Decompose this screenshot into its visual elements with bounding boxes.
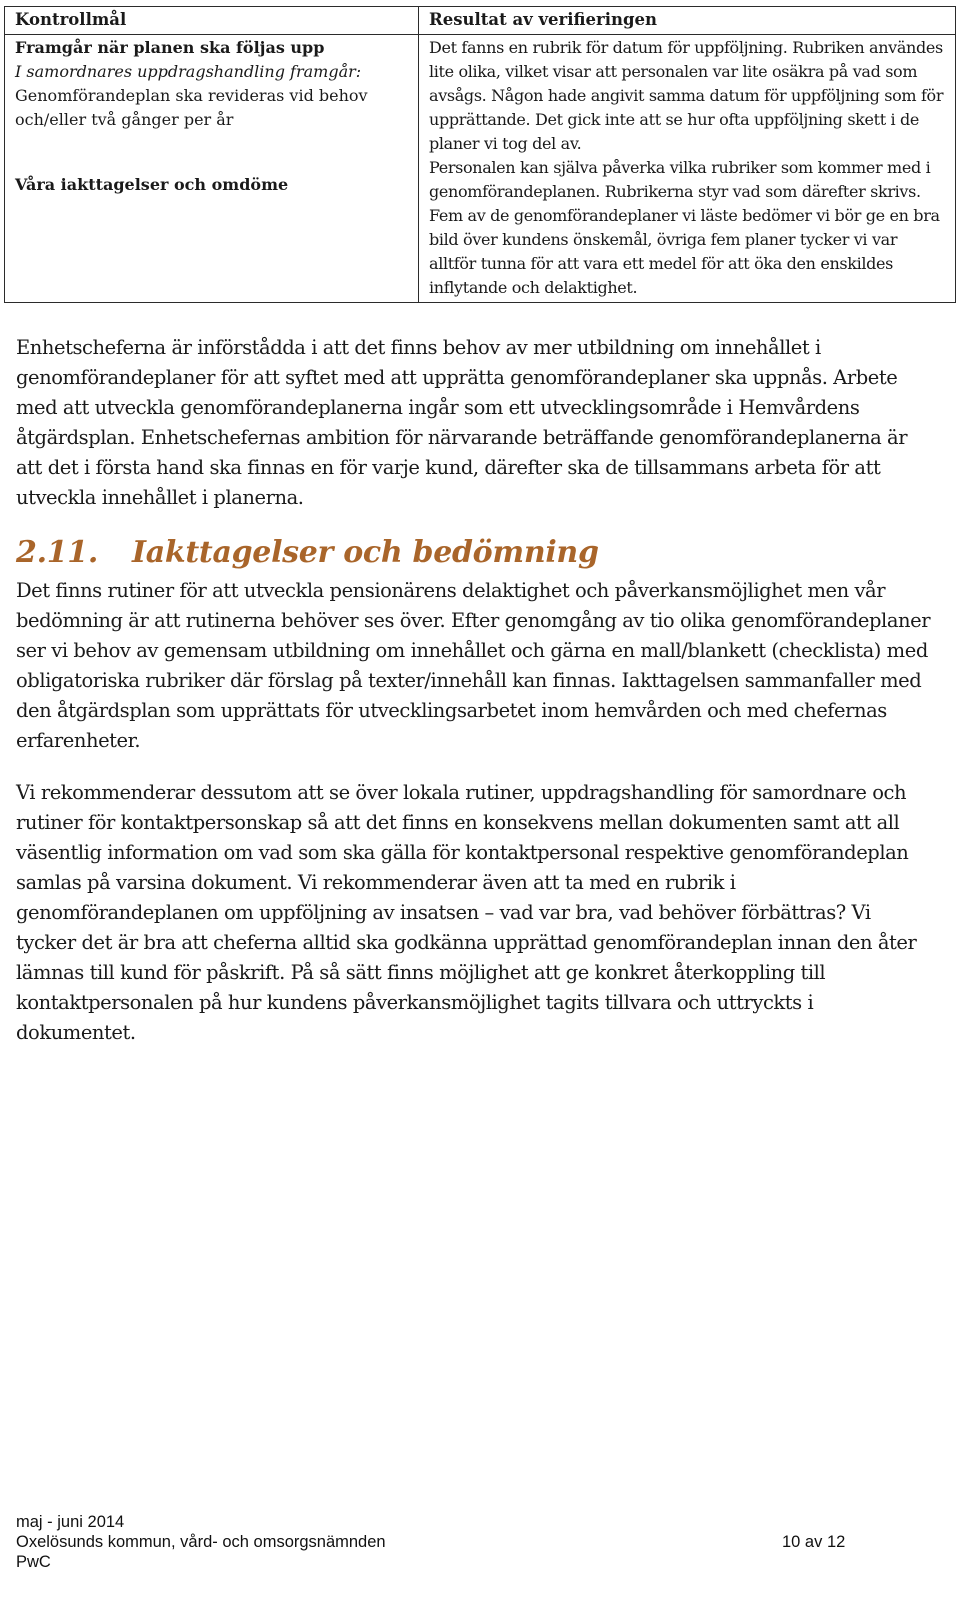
paragraph-assessment: Det finns rutiner för att utveckla pensionärens delaktighet och påverkansmöjlighet men vår bedömning är att rutinerna behöver ses över. Efter genomgång av tio olika genomförandeplaner ser vi behov av gemensam utbildning om innehållet och gärna en mall/blankett (checklista) med obligatoriska rubriker där förslag på texter/innehåll kan finnas. Iakttagelsen sammanfaller med den åtgärdsplan som upprättats för utvecklingsarbetet inom hemvården och med chefernas erfarenheter. [16, 579, 931, 752]
goal-text: Genomförandeplan ska revideras vid behov och/eller två gånger per år [15, 86, 368, 129]
control-table [4, 6, 956, 303]
goal-italic-note: I samordnares uppdragshandling framgår: [15, 62, 362, 81]
result-cell [419, 35, 956, 303]
result-text: Det fanns en rubrik för datum för uppföljning. Rubriken användes lite olika, vilket visar att personalen var lite osäkra på vad som avsågs. Någon hade angivit samma datum för uppföljning som för upprättande. Det gick inte att se hur ofta uppföljning skett i de planer vi tog del av. [429, 38, 944, 153]
section-title: Iakttagelser och bedömning [132, 535, 599, 570]
header-verification-result: Resultat av verifieringen [419, 7, 956, 35]
header-control-goal: Kontrollmål [5, 7, 419, 35]
footer-date: maj - juni 2014 [16, 1513, 125, 1531]
result-text-2: Personalen kan själva påverka vilka rubriker som kommer med i genomförandeplanen. Rubrikerna styr vad som därefter skrivs. Fem av de genomförandeplaner vi läste bedömer vi bör ge en bra bild över kundens önskemål, övriga fem planer tycker vi var alltför tunna för att vara ett medel för att öka den enskildes inflytande och delaktighet. [429, 158, 940, 297]
footer-page-number: 10 av 12 [782, 1533, 846, 1551]
table-goal-row [5, 35, 956, 303]
goal-cell [5, 35, 419, 303]
goal-title: Framgår när planen ska följas upp [15, 38, 325, 57]
section-heading [16, 535, 599, 571]
footer-organization-row [16, 1532, 956, 1552]
table-header-row [5, 7, 956, 35]
observations-label: Våra iakttagelser och omdöme [15, 175, 289, 194]
footer-company: PwC [16, 1553, 51, 1571]
footer-organization: Oxelösunds kommun, vård- och omsorgsnämnden [16, 1533, 386, 1551]
section-number: 2.11. [16, 535, 99, 570]
paragraph-enhetscheferna: Enhetscheferna är införstådda i att det finns behov av mer utbildning om innehållet i genomförandeplaner för att syftet med att upprätta genomförandeplaner ska uppnås. Arbete med att utveckla genomförandeplanerna ingår som ett utvecklingsområde i Hemvårdens åtgärdsplan. Enhetschefernas ambition för närvarande beträffande genomförandeplanerna är att det i första hand ska finnas en för varje kund, därefter ska de tillsammans arbeta för att utveckla innehållet i planerna. [16, 336, 908, 509]
goal-gap [15, 132, 410, 173]
paragraph-recommendation: Vi rekommenderar dessutom att se över lokala rutiner, uppdragshandling för samordnare och rutiner för kontaktpersonskap så att det finns en konsekvens mellan dokumenten samt att all väsentlig information om vad som ska gälla för kontaktpersonal respektive genomförandeplan samlas på varsina dokument. Vi rekommenderar även att ta med en rubrik i genomförandeplanen om uppföljning av insatsen – vad var bra, vad behöver förbättras? Vi tycker det är bra att cheferna alltid ska godkänna upprättad genomförandeplan innan den åter lämnas till kund för påskrift. På så sätt finns möjlighet att ge konkret återkoppling till kontaktpersonalen på hur kundens påverkansmöjlighet tagits tillvara och uttryckts i dokumentet. [16, 781, 917, 1044]
